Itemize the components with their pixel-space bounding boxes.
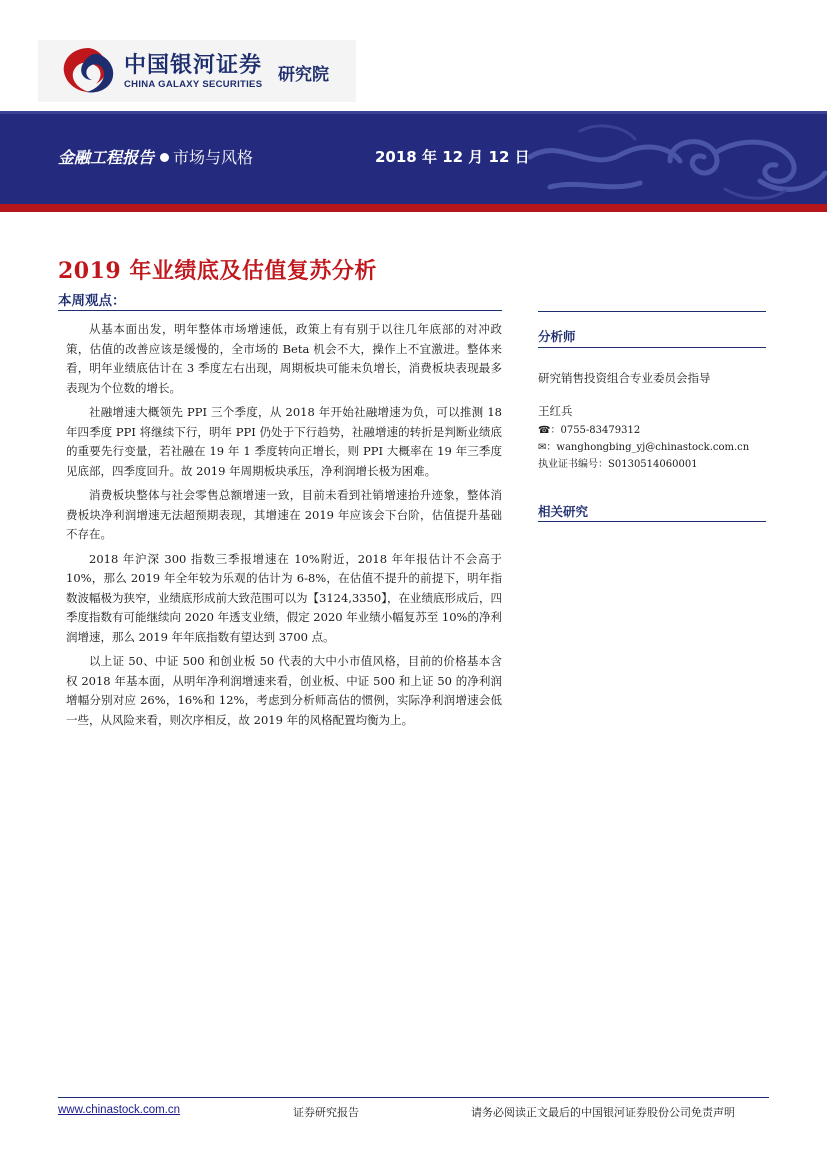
body-paragraph: 以上证 50、中证 500 和创业板 50 代表的大中小市值风格，目前的价格基本含权 2018 年基本面，从明年净利润增速来看，创业板、中证 500 和上证 50 的净利润增幅分别对应 26%，16%和 12%，考虑到分析师高估的惯例，实际净利润增速会低一些，从风险来看，则次序相反，故 2019 年的风格配置均衡为上。 <box>66 654 502 727</box>
related-heading-rule <box>538 521 766 522</box>
guidance-text: 研究销售投资组合专业委员会指导 <box>538 371 711 385</box>
footer-rule <box>58 1097 769 1098</box>
bullet-dot-icon <box>160 153 169 162</box>
report-date: 2018 年 12 月 12 日 <box>375 148 530 166</box>
report-title: 2019 年业绩底及估值复苏分析 <box>58 258 377 284</box>
license-label: 执业证书编号： <box>538 459 608 470</box>
license-number: S0130514060001 <box>608 459 698 470</box>
report-category <box>58 145 253 168</box>
banner-top-stripe <box>0 111 827 114</box>
body-paragraph: 消费板块整体与社会零售总额增速一致，目前未看到社销增速抬升迹象，整体消费板块净利润增速无法超预期表现，其增速在 2019 年应该会下台阶，估值提升基础不存在。 <box>66 488 502 541</box>
report-type: 金融工程报告 <box>58 148 155 167</box>
brand-institute: 研究院 <box>278 65 329 85</box>
section-divider <box>58 310 502 311</box>
analyst-heading-rule <box>538 347 766 348</box>
related-research-heading: 相关研究 <box>538 504 589 519</box>
body-paragraph: 社融增速大概领先 PPI 三个季度，从 2018 年开始社融增速为负，可以推测 18 年四季度 PPI 将继续下行，明年 PPI 仍处于下行趋势，社融增速的转折是判断业绩底的重要先行变量，若社融在 19 年 1 季度转向正增长，则 PPI 大概率在 19 年三季度见底部，四季度回升。故 2019 年周期板块承压，净利润增长极为困难。 <box>66 405 502 478</box>
phone-number: 0755-83479312 <box>560 425 641 436</box>
report-subcategory: 市场与风格 <box>173 148 254 167</box>
website-link[interactable]: www.chinastock.com.cn <box>58 1104 181 1116</box>
phone-icon: ☎ <box>538 425 551 436</box>
sidebar-top-rule <box>538 311 766 312</box>
analyst-license <box>538 455 766 470</box>
report-body <box>66 320 502 735</box>
section-label: 本周观点： <box>58 293 126 309</box>
body-paragraph: 从基本面出发，明年整体市场增速低，政策上有有别于以往几年底部的对冲政策，估值的改善应该是缓慢的，全市场的 Beta 机会不大，操作上不宜激进。整体来看，明年业绩底估计在 3 季度左右出现，周期板块可能未负增长，消费板块表现最多表现为个位数的增长。 <box>66 322 502 395</box>
analyst-heading: 分析师 <box>538 329 576 344</box>
analyst-email: ✉：wanghongbing_yj@chinastock.com.cn <box>538 442 750 453</box>
brand-name-cn: 中国银河证券 <box>124 53 263 78</box>
email-link[interactable]: wanghongbing_yj@chinastock.com.cn <box>556 442 750 453</box>
analyst-phone: ☎：0755-83479312 <box>538 425 641 436</box>
footer-doc-type: 证券研究报告 <box>293 1106 359 1119</box>
email-icon: ✉ <box>538 442 547 453</box>
galaxy-logo-icon <box>58 44 120 96</box>
body-paragraph: 2018 年沪深 300 指数三季报增速在 10%附近，2018 年年报估计不会高于 10%，那么 2019 年全年较为乐观的估计为 6-8%，在估值不提升的前提下，明年指数波幅极为狭窄，业绩底形成前大致范围可以为【3124,3350】，在业绩底形成后，四季度指数有可能继续向 2020 年透支业绩，假定 2020 年业绩小幅复苏至 10%的净利润增速，那么 2019 年年底指数有望达到 3700 点。 <box>66 551 502 644</box>
banner-red-stripe <box>0 204 827 212</box>
analyst-name: 王红兵 <box>538 404 573 418</box>
footer-disclaimer: 请务必阅读正文最后的中国银河证券股份公司免责声明 <box>471 1106 735 1119</box>
cloud-swirl-icon <box>520 117 827 205</box>
brand-name-en: CHINA GALAXY SECURITIES <box>124 79 263 90</box>
